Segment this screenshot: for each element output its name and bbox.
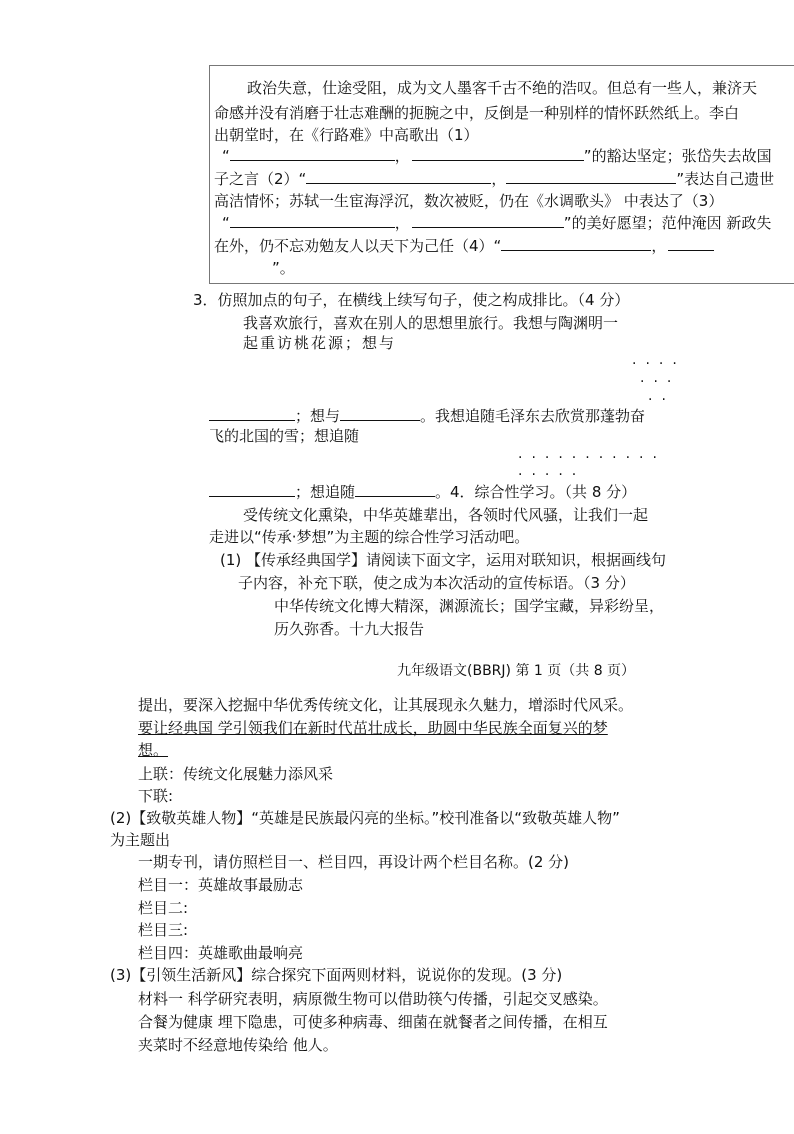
q4-part2-b: 为主题出 (110, 831, 171, 849)
p2-line-3-underlined: 想。 (138, 741, 169, 759)
emphasis-dots: ... (640, 370, 681, 386)
blank-2b[interactable] (506, 169, 676, 184)
passage-text: 子之言（2）“ (214, 170, 307, 188)
q3-text: 。我想追随毛泽东去欣赏那蓬勃奋 (420, 407, 646, 425)
q3-title: 3．仿照加点的句子，在横线上续写句子，使之构成排比。（4 分） (193, 291, 630, 309)
q4-part1-b: 子内容，补充下联，使之成为本次活动的宣传标语。（3 分） (238, 574, 635, 592)
q4-intro-2: 走进以“传承·梦想”为主题的综合性学习活动吧。 (209, 528, 530, 546)
column-3: 栏目三: (138, 921, 189, 939)
blank-4b[interactable] (668, 236, 714, 251)
passage-text: ”的美好愿望；范仲淹因 新政失 (563, 214, 772, 232)
blank-3b[interactable] (412, 213, 564, 228)
comma: ， (394, 214, 410, 232)
q3-line-4: 飞的北国的雪；想追随 (209, 427, 360, 445)
q3-text: ；想与 (295, 407, 341, 425)
passage-text: 在外，仍不忘劝勉友人以天下为己任（4）“ (214, 237, 502, 255)
passage-line-7 (222, 213, 771, 233)
column-1: 栏目一：英雄故事最励志 (138, 876, 304, 894)
p2-line-2-underlined: 要让经典国 学引领我们在新时代茁壮成长，助圆中华民族全面复兴的梦 (138, 719, 608, 737)
passage-text: ”表达自己遗世 (676, 170, 775, 188)
column-2: 栏目二: (138, 899, 189, 917)
material-1-line-3: 夹菜时不经意地传染给 他人。 (138, 1036, 338, 1054)
q4-intro-1: 受传统文化熏染，中华英雄辈出，各领时代风骚，让我们一起 (243, 506, 649, 524)
blank-1a[interactable] (230, 146, 395, 161)
q3-line-5 (209, 482, 636, 502)
couplet-lower-label: 下联: (138, 787, 174, 805)
q4-part3-title: (3)【引领生活新风】综合探究下面两则材料，说说你的发现。(3 分) (110, 966, 563, 984)
q4-part2-a: (2)【致敬英雄人物】“英雄是民族最闪亮的坐标。”校刊准备以“致敬英雄人物” (110, 809, 620, 827)
q4-text-2: 历久弥香。十九大报告 (274, 620, 425, 638)
q4-part2-c: 一期专刊，请仿照栏目一、栏目四，再设计两个栏目名称。(2 分) (138, 853, 570, 871)
passage-line-3: 出朝堂时，在《行路难》中高歌出（1） (214, 126, 479, 144)
material-1-line-1: 材料一 科学研究表明，病原微生物可以借助筷勺传播，引起交叉感染。 (138, 990, 608, 1008)
passage-line-4 (222, 146, 772, 166)
blank-1b[interactable] (412, 146, 584, 161)
q4-title: 。4．综合性学习。（共 8 分） (435, 483, 637, 501)
passage-text: ”的豁达坚定；张岱失去故国 (583, 147, 772, 165)
column-4: 栏目四：英雄歌曲最响亮 (138, 944, 304, 962)
q3-line-3 (209, 406, 645, 426)
passage-line-9: ”。 (272, 259, 295, 277)
blank-q3-3[interactable] (209, 482, 295, 497)
open-quote: “ (222, 214, 230, 232)
emphasis-dots: ........... (518, 446, 666, 462)
material-1-line-2: 合餐为健康 埋下隐患，可使多种病毒、细菌在就餐者之间传播，在相互 (138, 1013, 608, 1031)
passage-line-8 (214, 236, 714, 256)
passage-line-6: 高洁情怀；苏轼一生宦海浮沉，数次被贬，仍在《水调歌头》 中表达了（3） (214, 192, 724, 210)
blank-3a[interactable] (230, 213, 395, 228)
open-quote: “ (222, 147, 230, 165)
comma: ， (491, 170, 507, 188)
blank-4a[interactable] (501, 236, 651, 251)
page-footer: 九年级语文(BBRJ) 第 1 页（共 8 页） (397, 663, 636, 679)
comma: ， (651, 237, 667, 255)
q3-line-1: 我喜欢旅行，喜欢在别人的思想里旅行。我想与陶渊明一 (243, 314, 619, 332)
blank-q3-2[interactable] (340, 406, 420, 421)
p2-line-1: 提出，要深入挖掘中华优秀传统文化，让其展现永久魅力，增添时代风采。 (138, 696, 634, 714)
emphasis-dots: .... (632, 352, 686, 368)
emphasis-dots: .. (648, 388, 675, 404)
q4-part1-a: (1) 【传承经典国学】请阅读下面文字，运用对联知识，根据画线句 (220, 551, 667, 569)
passage-line-2: 命感并没有消磨于壮志难酬的扼腕之中，反倒是一种别样的情怀跃然纸上。李白 (214, 104, 740, 122)
q3-text: ；想追随 (295, 483, 356, 501)
couplet-upper: 上联：传统文化展魅力添风采 (138, 765, 334, 783)
blank-2a[interactable] (306, 169, 491, 184)
emphasis-dots: ..... (518, 463, 586, 479)
passage-line-5 (214, 169, 774, 189)
comma: ， (394, 147, 410, 165)
q3-line-2: 起重访桃花源；想与 (243, 334, 397, 352)
blank-q3-4[interactable] (355, 482, 435, 497)
passage-line-1: 政治失意，仕途受阻，成为文人墨客千古不绝的浩叹。但总有一些人，兼济天 (247, 79, 758, 97)
q4-text-1: 中华传统文化博大精深，渊源流长；国学宝藏，异彩纷呈， (274, 597, 665, 615)
blank-q3-1[interactable] (209, 406, 295, 421)
